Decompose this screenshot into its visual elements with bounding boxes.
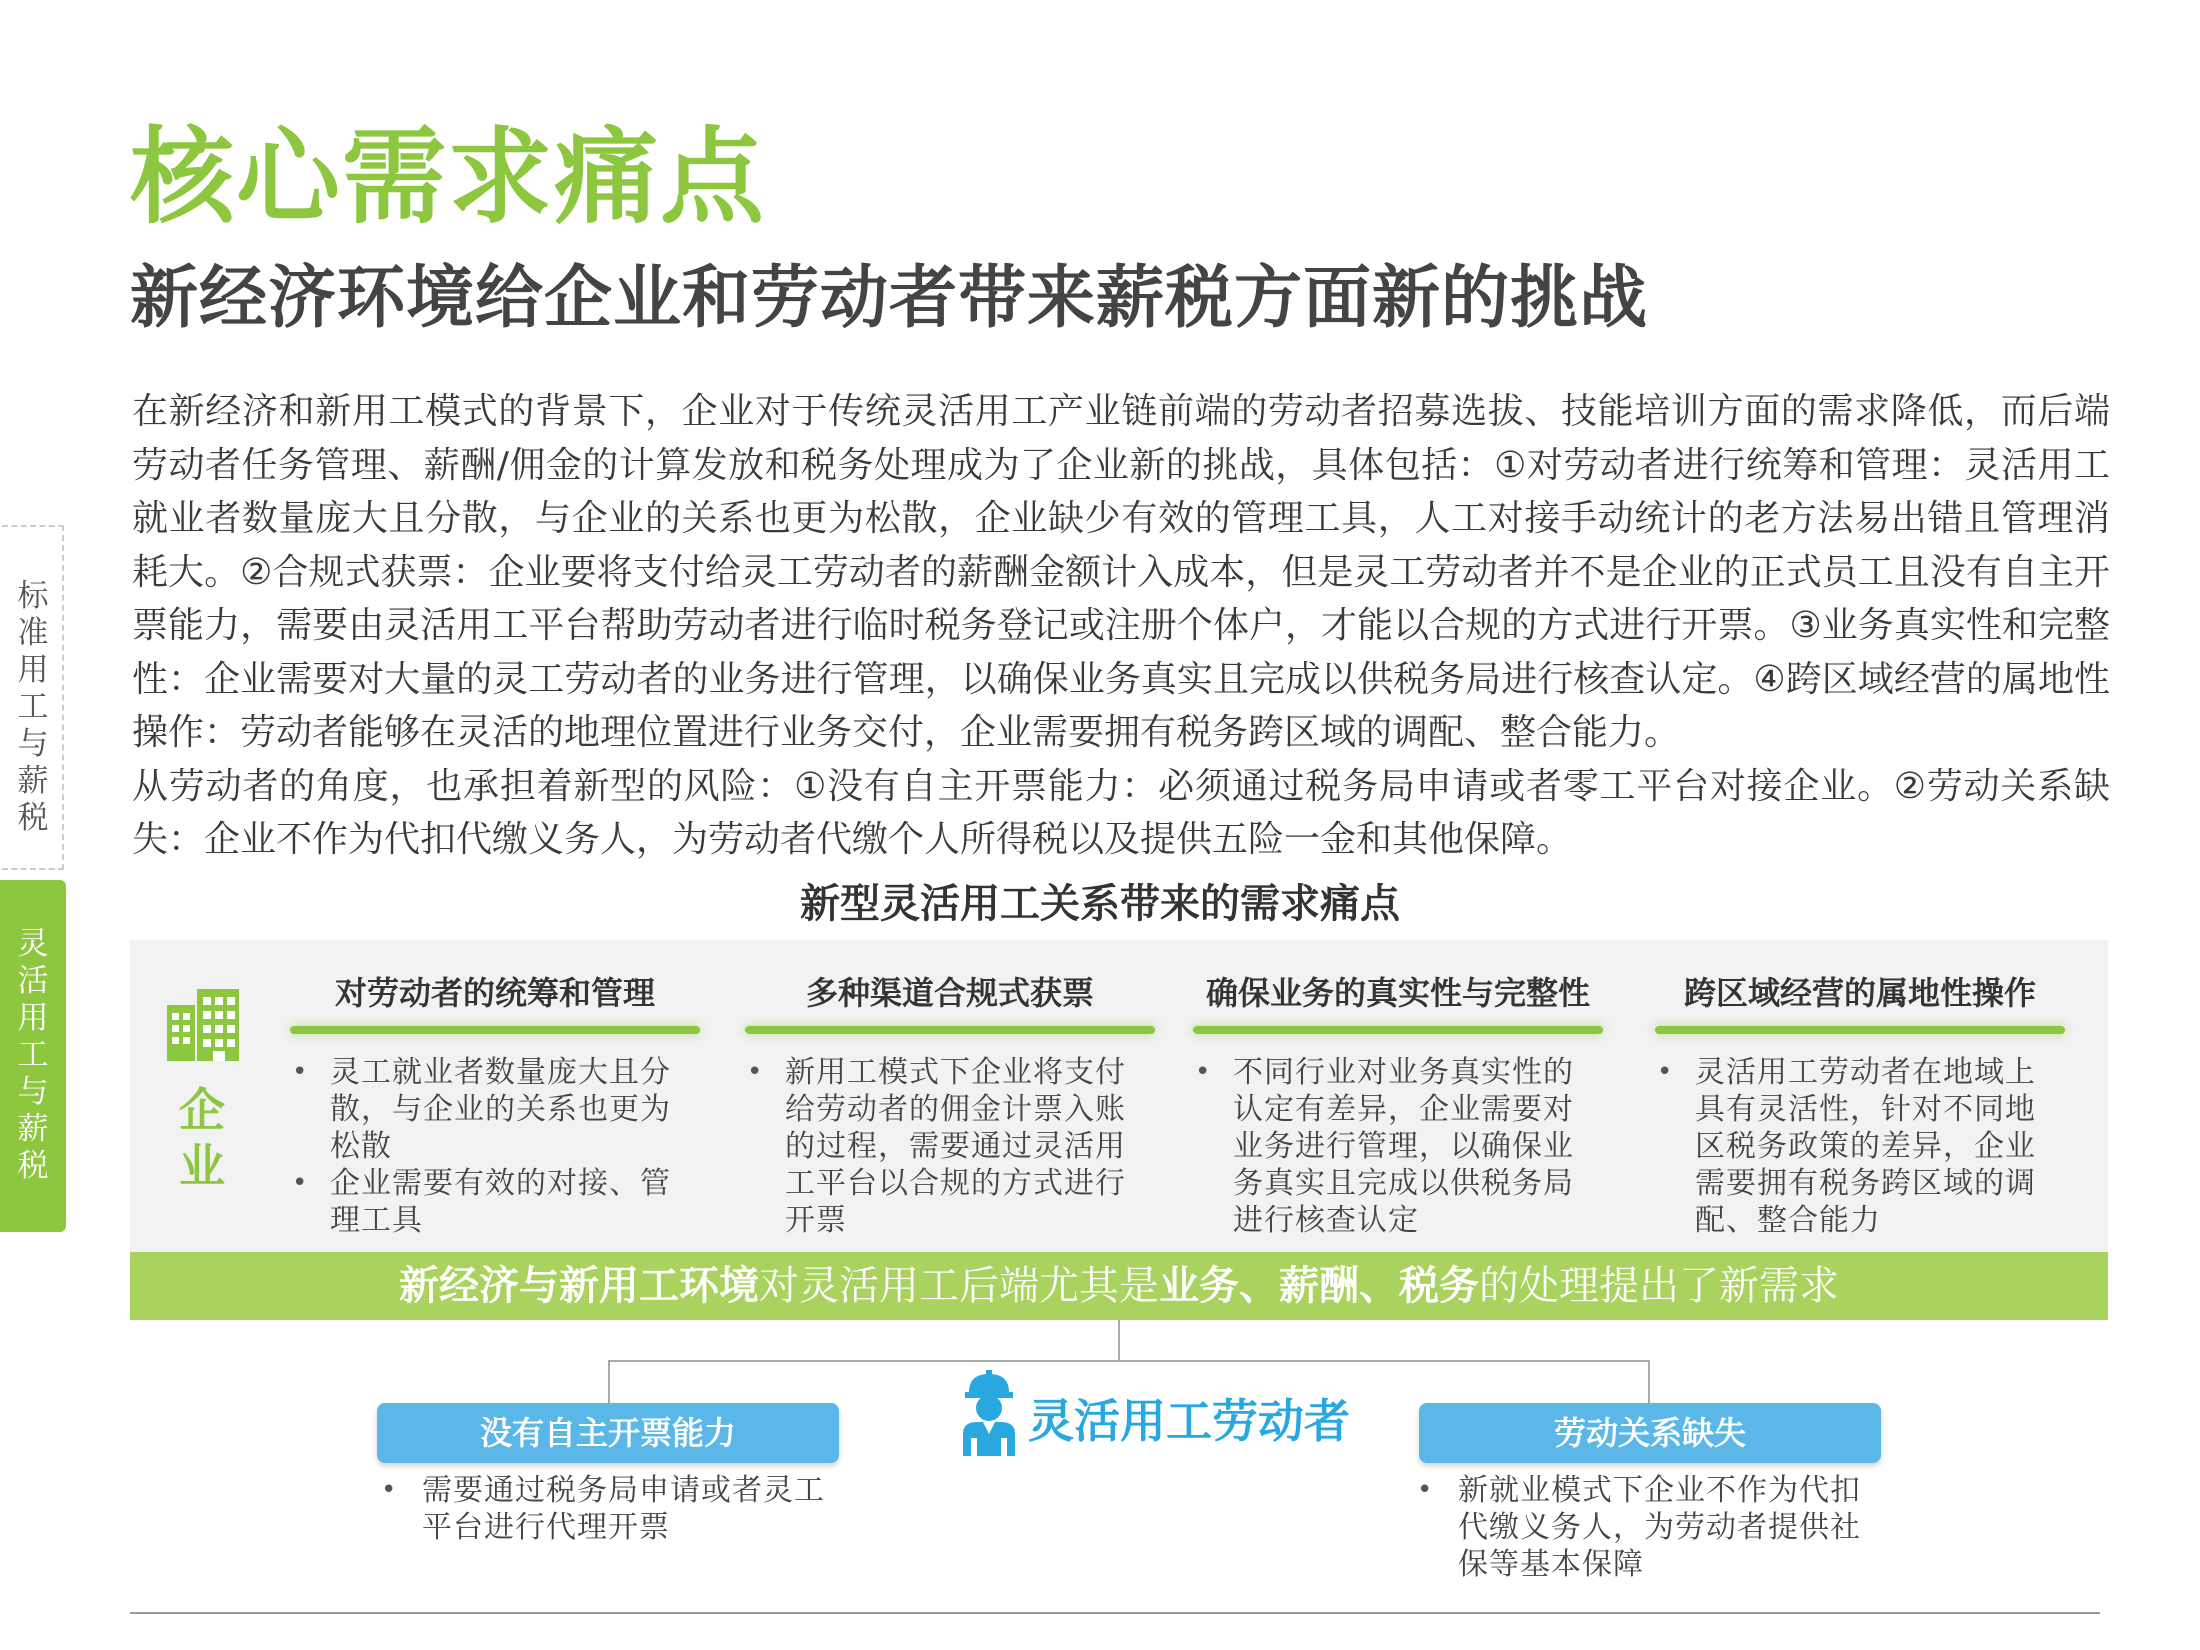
pain-point-column: [745, 968, 1155, 1239]
side-tab-flexible-payroll[interactable]: [0, 880, 66, 1232]
pain-point-column: [1655, 968, 2065, 1239]
side-tab-char: 工: [17, 689, 49, 725]
worker-label: 灵活用工劳动者: [1028, 1394, 1350, 1448]
worker-right-list: [1413, 1472, 1863, 1583]
list-item: • 新就业模式下企业不作为代扣代缴义务人，为劳动者提供社保等基本保障: [1413, 1472, 1863, 1583]
banner-text: 对灵活用工后端尤其是: [759, 1263, 1159, 1309]
side-tab-char: 用: [17, 652, 49, 688]
side-tab-char: 与: [17, 726, 49, 762]
column-title: 跨区域经营的属地性操作: [1683, 974, 2036, 1012]
banner-emphasis: 新经济与新用工环境: [399, 1263, 759, 1309]
side-tab-char: 薪: [17, 1111, 49, 1147]
column-title: 多种渠道合规式获票: [805, 974, 1094, 1012]
connector-line: [608, 1360, 1650, 1362]
list-item: • 不同行业对业务真实性的认定有差异，企业需要对业务进行管理，以确保业务真实且完成以供税务局进行核查认定: [1193, 1054, 1603, 1239]
side-tab-char: 税: [17, 800, 49, 836]
side-tab-char: 用: [17, 1000, 49, 1036]
column-title: 对劳动者的统筹和管理: [334, 974, 655, 1012]
enterprise-label: [176, 1082, 228, 1194]
side-tab-char: 薪: [17, 763, 49, 799]
list-item: • 灵工就业者数量庞大且分散，与企业的关系也更为松散: [290, 1054, 700, 1165]
column-underline: [745, 1026, 1155, 1034]
enterprise-label-char: 企: [179, 1083, 225, 1137]
side-tab-char: 准: [17, 615, 49, 651]
column-list: [745, 1054, 1155, 1239]
banner-text: 的处理提出了新需求: [1479, 1263, 1839, 1309]
side-tab-char: 税: [17, 1148, 49, 1184]
building-icon: [165, 983, 245, 1063]
column-list: [1655, 1054, 2065, 1239]
pain-point-column: [290, 968, 700, 1239]
page-subtitle: 新经济环境给企业和劳动者带来薪税方面新的挑战: [130, 259, 1649, 338]
list-item: • 企业需要有效的对接、管理工具: [290, 1165, 700, 1239]
side-tab-char: 标: [17, 578, 49, 614]
pain-point-column: [1193, 968, 1603, 1239]
side-tab-char: 灵: [17, 926, 49, 962]
body-paragraph-1: 在新经济和新用工模式的背景下，企业对于传统灵活用工产业链前端的劳动者招募选拔、技能培训方面的需求降低，而后端劳动者任务管理、薪酬/佣金的计算发放和税务处理成为了企业新的挑战，具体包括：①对劳动者进行统筹和管理：灵活用工就业者数量庞大且分散，与企业的关系也更为松散，企业缺少有效的管理工具，人工对接手动统计的老方法易出错且管理消耗大。②合规式获票：企业要将支付给灵工劳动者的薪酬金额计入成本，但是灵工劳动者并不是企业的正式员工且没有自主开票能力，需要由灵活用工平台帮助劳动者进行临时税务登记或注册个体户，才能以合规的方式进行开票。③业务真实性和完整性：企业需要对大量的灵工劳动者的业务进行管理，以确保业务真实且完成以供税务局进行核查认定。④跨区域经营的属地性操作：劳动者能够在灵活的地理位置进行业务交付，企业需要拥有税务跨区域的调配、整合能力。: [132, 391, 2110, 753]
body-paragraph-2: 从劳动者的角度，也承担着新型的风险：①没有自主开票能力：必须通过税务局申请或者零工平台对接企业。②劳动关系缺失：企业不作为代扣代缴义务人，为劳动者代缴个人所得税以及提供五险一金和其他保障。: [132, 765, 2110, 860]
column-list: [290, 1054, 700, 1239]
page-title: 核心需求痛点: [130, 116, 767, 238]
banner-emphasis: 业务、薪酬、税务: [1159, 1263, 1479, 1309]
labor-relation-missing-pill: 劳动关系缺失: [1419, 1403, 1881, 1463]
column-underline: [290, 1026, 700, 1034]
connector-line: [1118, 1320, 1120, 1360]
worker-left-list: [377, 1472, 827, 1546]
worker-helmet-icon: [957, 1368, 1021, 1456]
list-item: • 灵活用工劳动者在地域上具有灵活性，针对不同地区税务政策的差异，企业需要拥有税务跨区域的调配、整合能力: [1655, 1054, 2065, 1239]
list-item: • 需要通过税务局申请或者灵工平台进行代理开票: [377, 1472, 827, 1546]
connector-line: [608, 1360, 610, 1404]
list-item: • 新用工模式下企业将支付给劳动者的佣金计票入账的过程，需要通过灵活用工平台以合规的方式进行开票: [745, 1054, 1155, 1239]
side-tab-char: 工: [17, 1037, 49, 1073]
column-list: [1193, 1054, 1603, 1239]
side-tab-char: 活: [17, 963, 49, 999]
column-title: 确保业务的真实性与完整性: [1205, 974, 1590, 1012]
connector-line: [1648, 1360, 1650, 1404]
column-underline: [1655, 1026, 2065, 1034]
requirements-banner: [130, 1252, 2108, 1320]
infographic-title: 新型灵活用工关系带来的需求痛点: [800, 881, 1400, 927]
column-underline: [1193, 1026, 1603, 1034]
side-tab-char: 与: [17, 1074, 49, 1110]
side-tab-standard-payroll[interactable]: [0, 578, 66, 837]
no-invoice-ability-pill: 没有自主开票能力: [377, 1403, 839, 1463]
bottom-divider: [130, 1612, 2100, 1614]
enterprise-label-char: 业: [179, 1139, 225, 1193]
body-text: [132, 385, 2110, 867]
